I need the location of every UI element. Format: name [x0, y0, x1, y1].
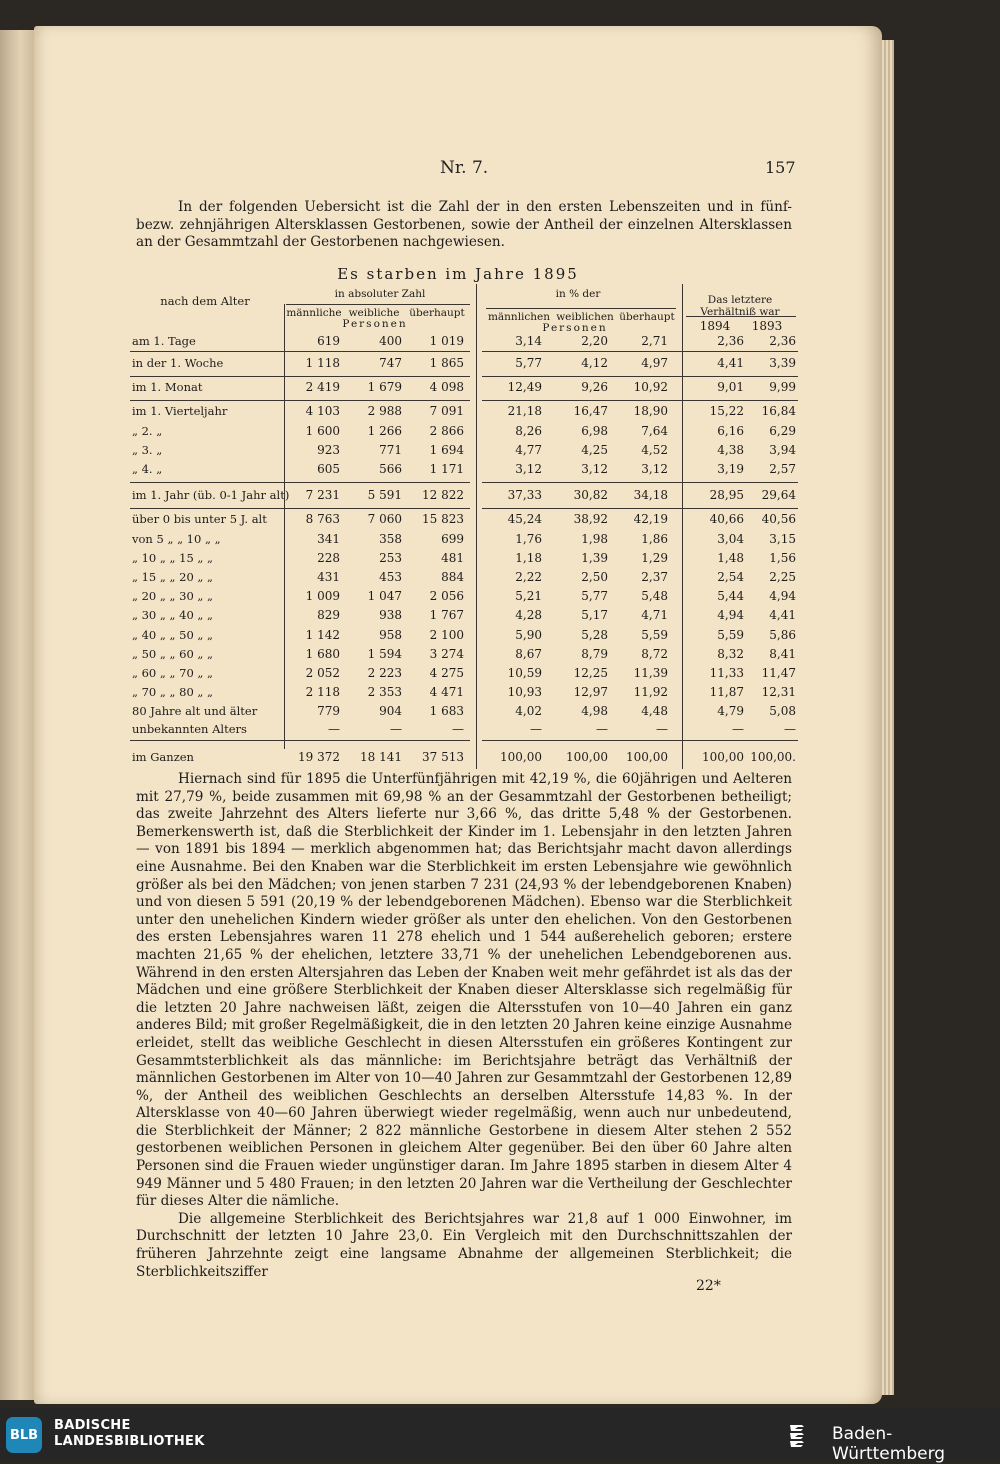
row-rule [482, 740, 798, 741]
cell-pw: 4,98 [581, 704, 608, 718]
row-label: „ 2. „ [132, 424, 163, 438]
cell-r94: 4,38 [717, 443, 744, 457]
page-stack-edge [880, 40, 894, 1395]
cell-r94: 4,79 [717, 704, 744, 718]
state-name[interactable]: Baden-Württemberg [832, 1424, 946, 1464]
cell-pm: — [530, 722, 542, 736]
cell-w: 2 353 [367, 685, 402, 699]
table-row [130, 488, 800, 506]
cell-pw: 100,00 [566, 750, 608, 764]
library-name[interactable] [54, 1418, 205, 1450]
cell-m: 228 [317, 551, 340, 565]
cell-w: 358 [379, 532, 402, 546]
cell-w: 747 [379, 356, 402, 370]
cell-m: 923 [317, 443, 340, 457]
cell-m: 431 [317, 570, 340, 584]
cell-u: — [452, 722, 464, 736]
row-label: „ 20 „ „ 30 „ „ [132, 589, 213, 603]
cell-pu: 4,48 [641, 704, 668, 718]
cell-r94: — [732, 722, 744, 736]
cell-r93: 8,41 [769, 647, 796, 661]
row-label: über 0 bis unter 5 J. alt [132, 512, 267, 526]
cell-pw: 9,26 [581, 380, 608, 394]
cell-pw: 16,47 [573, 404, 608, 418]
cell-r93: 40,56 [761, 512, 796, 526]
cell-m: 605 [317, 462, 340, 476]
book-page [34, 26, 882, 1404]
cell-pu: 2,71 [641, 334, 668, 348]
cell-w: 904 [379, 704, 402, 718]
cell-r94: 2,54 [717, 570, 744, 584]
cell-u: 1 171 [429, 462, 464, 476]
cell-r94: 15,22 [709, 404, 744, 418]
cell-r93: 6,29 [769, 424, 796, 438]
cell-u: 1 767 [429, 608, 464, 622]
cell-w: 453 [379, 570, 402, 584]
row-label: im Ganzen [132, 750, 194, 764]
cell-pw: 5,28 [581, 628, 608, 642]
row-rule [130, 740, 470, 741]
cell-pw: 2,20 [581, 334, 608, 348]
cell-pw: 2,50 [581, 570, 608, 584]
cell-r94: 5,59 [717, 628, 744, 642]
row-label: von 5 „ „ 10 „ „ [132, 532, 221, 546]
cell-pu: 2,37 [641, 570, 668, 584]
cell-pm: 8,26 [515, 424, 542, 438]
cell-r93: 29,64 [761, 488, 796, 502]
row-label: „ 10 „ „ 15 „ „ [132, 551, 213, 565]
table-row [130, 589, 800, 607]
cell-pm: 21,18 [507, 404, 542, 418]
cell-w: 1 047 [367, 589, 402, 603]
cell-pm: 1,18 [515, 551, 542, 565]
rule [286, 304, 470, 305]
cell-pu: 5,59 [641, 628, 668, 642]
cell-r94: 2,36 [717, 334, 744, 348]
cell-pu: 10,92 [633, 380, 668, 394]
cell-r93: 2,57 [769, 462, 796, 476]
rule [686, 316, 796, 317]
row-label: „ 3. „ [132, 443, 163, 457]
cell-m: 1 142 [305, 628, 340, 642]
cell-u: 481 [441, 551, 464, 565]
cell-pm: 4,02 [515, 704, 542, 718]
cell-m: 4 103 [305, 404, 340, 418]
table-row [130, 722, 800, 740]
intro-paragraph [136, 199, 792, 252]
cell-r93: 12,31 [761, 685, 796, 699]
cell-m: 19 372 [298, 750, 340, 764]
cell-m: 779 [317, 704, 340, 718]
cell-u: 12 822 [422, 488, 464, 502]
sub-female: weibliche [348, 307, 400, 319]
blb-logo[interactable]: BLB [6, 1417, 42, 1453]
cell-r93: 5,08 [769, 704, 796, 718]
cell-r93: 4,94 [769, 589, 796, 603]
row-rule [130, 508, 470, 509]
cell-r93: 16,84 [761, 404, 796, 418]
row-label: „ 15 „ „ 20 „ „ [132, 570, 213, 584]
cell-r93: 1,56 [769, 551, 796, 565]
cell-pu: 3,12 [641, 462, 668, 476]
row-label: „ 30 „ „ 40 „ „ [132, 608, 213, 622]
cell-pu: 1,29 [641, 551, 668, 565]
cell-r93: 3,39 [769, 356, 796, 370]
table-caption: Es starben im Jahre 1895 [337, 265, 579, 283]
cell-u: 4 471 [429, 685, 464, 699]
cell-r94: 5,44 [717, 589, 744, 603]
cell-pu: 4,52 [641, 443, 668, 457]
cell-r94: 4,94 [717, 608, 744, 622]
row-rule [482, 400, 798, 401]
cell-r93: 2,25 [769, 570, 796, 584]
cell-w: 2 988 [367, 404, 402, 418]
cell-pw: 3,12 [581, 462, 608, 476]
cell-r94: 4,41 [717, 356, 744, 370]
cell-w: 938 [379, 608, 402, 622]
cell-r94: 28,95 [709, 488, 744, 502]
library-name-line2: LANDESBIBLIOTHEK [54, 1434, 205, 1449]
sub-female-pct: weiblichen [556, 311, 614, 323]
cell-r93: 9,99 [769, 380, 796, 394]
cell-r93: 3,94 [769, 443, 796, 457]
cell-r93: 3,15 [769, 532, 796, 546]
cell-u: 2 056 [429, 589, 464, 603]
row-label: im 1. Vierteljahr [132, 404, 228, 418]
table-row [130, 404, 800, 422]
cell-m: 1 118 [305, 356, 340, 370]
cell-pu: 8,72 [641, 647, 668, 661]
row-rule [130, 351, 470, 352]
cell-m: 7 231 [305, 488, 340, 502]
cell-pw: 38,92 [573, 512, 608, 526]
cell-pm: 45,24 [507, 512, 542, 526]
cell-pm: 100,00 [500, 750, 542, 764]
cell-u: 3 274 [429, 647, 464, 661]
row-label: „ 4. „ [132, 462, 163, 476]
cell-w: 566 [379, 462, 402, 476]
cell-pu: 4,97 [641, 356, 668, 370]
table-row [130, 666, 800, 684]
intro-text: In der folgenden Uebersicht ist die Zahl der in den ersten Lebenszeiten und in fünf- bezw. zehnjährigen Altersklassen Gestorbenen, sowie der Antheil der einzelnen Altersklassen an der Gesammtzahl der Gestorbenen nachgewiesen. [136, 199, 792, 251]
cell-m: 619 [317, 334, 340, 348]
cell-pw: 1,98 [581, 532, 608, 546]
row-label: 80 Jahre alt und älter [132, 704, 258, 718]
row-rule [130, 376, 470, 377]
table-row [130, 750, 800, 768]
cell-pm: 3,12 [515, 462, 542, 476]
row-rule [482, 351, 798, 352]
table-row [130, 551, 800, 569]
cell-pw: 4,25 [581, 443, 608, 457]
cell-pu: 34,18 [633, 488, 668, 502]
group-header-absolute: in absoluter Zahl [334, 288, 426, 300]
cell-m: 2 118 [305, 685, 340, 699]
cell-pu: — [656, 722, 668, 736]
cell-r93: — [784, 722, 796, 736]
cell-w: 18 141 [360, 750, 402, 764]
cell-u: 2 866 [429, 424, 464, 438]
table-row [130, 685, 800, 703]
row-rule [130, 482, 470, 483]
cell-pm: 10,93 [507, 685, 542, 699]
cell-pw: 8,79 [581, 647, 608, 661]
cell-m: 8 763 [305, 512, 340, 526]
cell-r94: 9,01 [717, 380, 744, 394]
cell-r94: 3,19 [717, 462, 744, 476]
cell-pm: 4,77 [515, 443, 542, 457]
cell-m: 2 052 [305, 666, 340, 680]
cell-pm: 4,28 [515, 608, 542, 622]
cell-pw: 1,39 [581, 551, 608, 565]
row-rule [482, 482, 798, 483]
cell-r94: 11,87 [709, 685, 744, 699]
cell-u: 884 [441, 570, 464, 584]
cell-m: 1 600 [305, 424, 340, 438]
cell-m: 1 680 [305, 647, 340, 661]
sub-male: männliche [286, 307, 342, 319]
cell-u: 699 [441, 532, 464, 546]
cell-pm: 5,90 [515, 628, 542, 642]
table-row [130, 334, 800, 352]
cell-r94: 8,32 [717, 647, 744, 661]
cell-pw: 30,82 [573, 488, 608, 502]
row-label: „ 60 „ „ 70 „ „ [132, 666, 213, 680]
row-rule [482, 508, 798, 509]
cell-pw: 4,12 [581, 356, 608, 370]
cell-w: 1 679 [367, 380, 402, 394]
row-label: „ 70 „ „ 80 „ „ [132, 685, 213, 699]
year-1894: 1894 [699, 319, 731, 333]
library-name-line1: BADISCHE [54, 1418, 131, 1433]
state-lions-icon [788, 1421, 822, 1449]
cell-u: 2 100 [429, 628, 464, 642]
cell-r94: 1,48 [717, 551, 744, 565]
cell-r94: 40,66 [709, 512, 744, 526]
cell-pm: 2,22 [515, 570, 542, 584]
cell-m: 1 009 [305, 589, 340, 603]
row-rule [130, 400, 470, 401]
cell-pu: 7,64 [641, 424, 668, 438]
cell-pu: 4,71 [641, 608, 668, 622]
table-row [130, 424, 800, 442]
cell-w: 2 223 [367, 666, 402, 680]
col-header-age: nach dem Alter [160, 294, 250, 308]
row-label: im 1. Jahr (üb. 0-1 Jahr alt) [132, 488, 290, 502]
cell-m: 341 [317, 532, 340, 546]
cell-pm: 5,21 [515, 589, 542, 603]
cell-pw: 5,17 [581, 608, 608, 622]
row-label: unbekannten Alters [132, 722, 247, 736]
table-row [130, 570, 800, 588]
table-row [130, 704, 800, 722]
cell-r94: 100,00 [702, 750, 744, 764]
cell-m: 829 [317, 608, 340, 622]
previous-page-edge [0, 30, 34, 1400]
group-header-ratio: Das letztere Verhältniß war [700, 294, 780, 318]
cell-pm: 12,49 [507, 380, 542, 394]
body-paragraph-1: Hiernach sind für 1895 die Unterfünfjährigen mit 42,19 %, die 60jährigen und Aelteren mit 27,79 %, beide zusammen mit 69,98 % an der Gesammtzahl der Gestorbenen betheiligt; das zweite Jahrzehnt des Alters lieferte nur 3,66 %, das dritte 5,48 % der Gestorbenen. Bemerkenswerth ist, daß die Sterblichkeit der Kinder im 1. Lebensjahr in den letzten Jahren — von 1891 bis 1894 — merklich abgenommen hat; das Berichtsjahr macht davon allerdings eine Ausnahme. Bei den Knaben war die Sterblichkeit im ersten Lebensjahre wie gewöhnlich größer als bei den Mädchen; von jenen starben 7 231 (24,93 % der lebendgeborenen Knaben) und von diesen 5 591 (20,19 % der lebendgeborenen Mädchen). Ebenso war die Sterblichkeit unter den unehelichen Kindern wieder größer als unter den ehelichen. Von den Gestorbenen des ersten Lebensjahres waren 11 278 ehelich und 1 544 außerehelich geboren; erstere machten 21,65 % der ehelichen, letztere 33,71 % der unehelichen Lebendgeborenen aus. Während in den ersten Altersjahren das Leben der Knaben weit mehr gefährdet ist als das der Mädchen und eine größere Sterblichkeit der Knaben dieser Altersklasse sich regelmäßig für die letzten 20 Jahre nachweisen läßt, zeigen die Altersstufen von 10—40 Jahren ein ganz anderes Bild; mit großer Regelmäßigkeit, die in den letzten 20 Jahren keine einzige Ausnahme erleidet, stellt das weibliche Geschlecht in diesen Altersstufen ein größeres Kontingent zur Gesammtsterblichkeit als das männliche: im Berichtsjahre beträgt das Verhältniß der männlichen Gestorbenen im Alter von 10—40 Jahren zur Gesammtzahl der Gestorbenen 12,89 %, der Antheil des weiblichen Geschlechts an derselben Altersstufe 14,83 %. In der Altersklasse von 40—60 Jahren überwiegt wieder regelmäßig, wenn auch nur unbedeutend, die Sterblichkeit der Männer; 2 822 männliche Gestorbene in diesem Alter stehen 2 552 gestorbenen weiblichen Personen in gleichem Alter gegenüber. Bei den über 60 Jahre alten Personen sind die Frauen wieder ungünstiger daran. Im Jahre 1895 starben in diesem Alter 4 949 Männer und 5 480 Frauen; in den letzten 20 Jahren war die Vertheilung der Geschlechter für dieses Alter die nämliche. [136, 771, 792, 1210]
rule [486, 308, 676, 309]
cell-m: — [328, 722, 340, 736]
cell-u: 1 019 [429, 334, 464, 348]
cell-u: 4 098 [429, 380, 464, 394]
cell-w: 958 [379, 628, 402, 642]
body-text [136, 771, 792, 1281]
cell-pw: 12,25 [573, 666, 608, 680]
cell-u: 15 823 [422, 512, 464, 526]
cell-pu: 1,86 [641, 532, 668, 546]
cell-w: 400 [379, 334, 402, 348]
cell-pu: 100,00 [626, 750, 668, 764]
cell-w: — [390, 722, 402, 736]
table-row [130, 462, 800, 480]
footer-bar [0, 1408, 1000, 1464]
cell-pw: 5,77 [581, 589, 608, 603]
cell-r94: 6,16 [717, 424, 744, 438]
cell-pu: 11,39 [633, 666, 668, 680]
row-label: in der 1. Woche [132, 356, 224, 370]
cell-pm: 10,59 [507, 666, 542, 680]
table-row [130, 647, 800, 665]
table-row [130, 532, 800, 550]
cell-u: 7 091 [429, 404, 464, 418]
row-label: „ 40 „ „ 50 „ „ [132, 628, 213, 642]
cell-r93: 4,41 [769, 608, 796, 622]
row-label: am 1. Tage [132, 334, 196, 348]
row-rule [482, 376, 798, 377]
cell-pm: 1,76 [515, 532, 542, 546]
cell-pm: 37,33 [507, 488, 542, 502]
table-row [130, 380, 800, 398]
table-row [130, 356, 800, 374]
cell-w: 771 [379, 443, 402, 457]
cell-r93: 100,00. [750, 750, 796, 764]
sub-persons-pct: Personen [542, 322, 608, 334]
cell-w: 5 591 [367, 488, 402, 502]
cell-w: 1 266 [367, 424, 402, 438]
group-header-percent: in % der [555, 288, 601, 300]
cell-pw: 6,98 [581, 424, 608, 438]
cell-pu: 42,19 [633, 512, 668, 526]
body-paragraph-2: Die allgemeine Sterblichkeit des Berichtsjahres war 21,8 auf 1 000 Einwohner, im Durchschnitt der letzten 10 Jahre 23,0. Ein Vergleich mit den Durchschnittszahlen der früheren Jahrzehnte zeigt eine langsame Abnahme der allgemeinen Sterblichkeit; die Sterblichkeitsziffer [136, 1210, 792, 1280]
cell-r94: 11,33 [709, 666, 744, 680]
page-number: 157 [765, 158, 796, 177]
cell-r93: 2,36 [769, 334, 796, 348]
cell-u: 4 275 [429, 666, 464, 680]
cell-u: 1 865 [429, 356, 464, 370]
cell-pu: 11,92 [633, 685, 668, 699]
issue-number: Nr. 7. [440, 158, 489, 178]
table-row [130, 443, 800, 461]
cell-pw: 12,97 [573, 685, 608, 699]
sub-persons: Personen [342, 318, 408, 330]
cell-pm: 3,14 [515, 334, 542, 348]
cell-pu: 5,48 [641, 589, 668, 603]
row-label: „ 50 „ „ 60 „ „ [132, 647, 213, 661]
cell-r94: 3,04 [717, 532, 744, 546]
cell-u: 1 683 [429, 704, 464, 718]
cell-pm: 8,67 [515, 647, 542, 661]
cell-w: 7 060 [367, 512, 402, 526]
cell-w: 253 [379, 551, 402, 565]
sub-total-pct: überhaupt [619, 311, 675, 323]
table-row [130, 608, 800, 626]
signature-mark: 22* [696, 1278, 721, 1294]
cell-pw: — [596, 722, 608, 736]
cell-w: 1 594 [367, 647, 402, 661]
row-label: im 1. Monat [132, 380, 203, 394]
year-1893: 1893 [751, 319, 783, 333]
cell-pu: 18,90 [633, 404, 668, 418]
sub-male-pct: männlichen [487, 311, 551, 323]
table-row [130, 512, 800, 530]
cell-r93: 5,86 [769, 628, 796, 642]
cell-pm: 5,77 [515, 356, 542, 370]
cell-r93: 11,47 [761, 666, 796, 680]
table-row [130, 628, 800, 646]
cell-m: 2 419 [305, 380, 340, 394]
cell-u: 1 694 [429, 443, 464, 457]
cell-u: 37 513 [422, 750, 464, 764]
mortality-table [130, 284, 800, 769]
sub-total: überhaupt [409, 307, 465, 319]
